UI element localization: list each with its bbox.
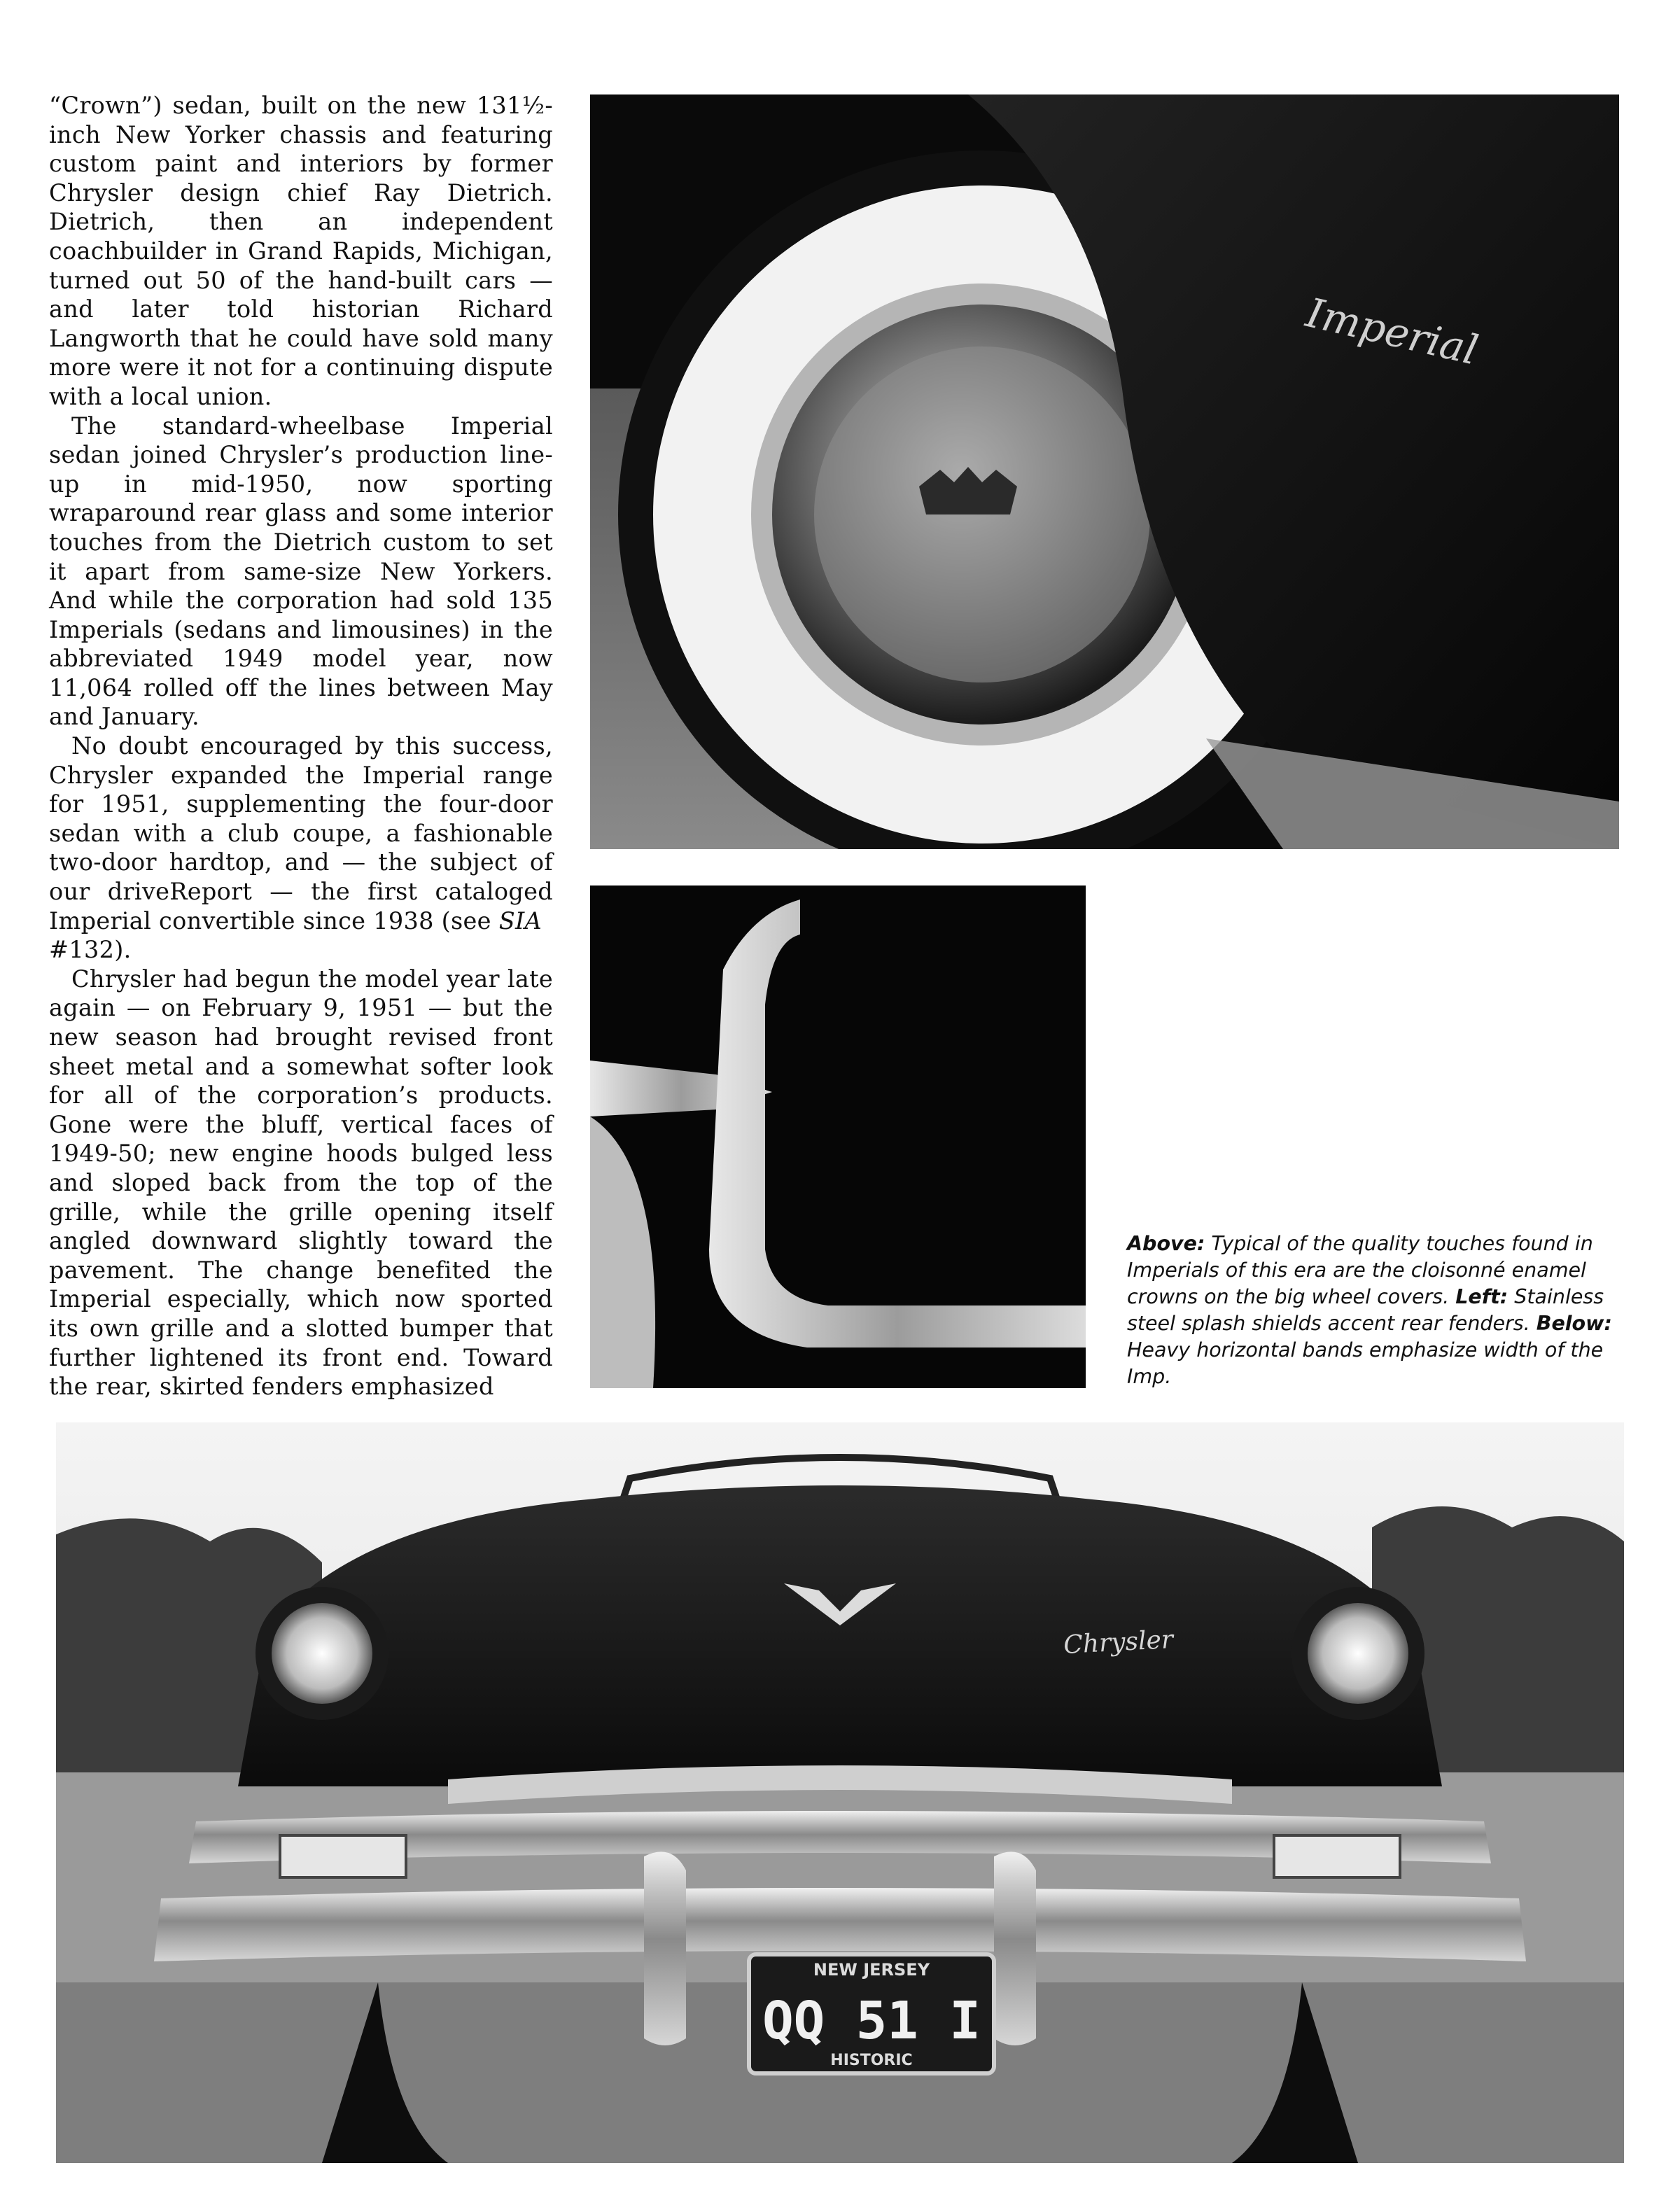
paragraph-1: “Crown”) sedan, built on the new 131½-inch New Yorker chassis and featuring custom paint and interiors by former Chrysler design chief Ray Dietrich. Dietrich, then an independent coachbuilder in Grand Rapids, Michigan, turned out 50 of the hand-built cars — and later told historian Richard Langworth that he could have sold many more were it not for a continuing dispute with a local union. bbox=[49, 92, 553, 410]
paragraph-2: The standard-wheelbase Imperial sedan joined Chrysler’s production line-up in mid-1950, now sporting wraparound rear glass and some interior touches from the Dietrich custom to set it apart from same-size New Yorkers. And while the corporation had sold 135 Imperials (sedans and limousines) in the abbreviated 1949 model year, now 11,064 rolled off the lines between May and January. bbox=[49, 412, 553, 731]
chrysler-script-badge: Chrysler bbox=[1063, 1625, 1175, 1660]
wheel-cover-illustration bbox=[590, 94, 1619, 849]
photo-caption bbox=[1127, 1231, 1631, 1390]
caption-left-text: Stainless steel splash shields accent rear fenders. bbox=[1127, 1285, 1604, 1335]
caption-below-text: Heavy horizontal bands emphasize width of the Imp. bbox=[1127, 1338, 1604, 1388]
plate-historic: HISTORIC bbox=[830, 2052, 913, 2069]
paragraph-3 bbox=[49, 732, 553, 965]
paragraph-3-text: No doubt encouraged by this success, Chrysler expanded the Imperial range for 1951, supplementing the four-door sedan with a club coupe, a fashionable two-door hardtop, and — the subject of our driveReport — the first cataloged Imperial convertible since 1938 (see bbox=[49, 732, 553, 934]
sia-reference: SIA bbox=[498, 906, 542, 934]
plate-state: NEW JERSEY bbox=[813, 1960, 930, 1980]
caption-left-label: Left: bbox=[1455, 1285, 1508, 1308]
imperial-script-badge: Imperial bbox=[1301, 288, 1483, 374]
paragraph-4: Chrysler had begun the model year late again — on February 9, 1951 — but the new season had brought revised front sheet metal and a somewhat softer look for all of the corporation’s products. Gone were the bluff, vertical faces of 1949-50; new engine hoods bulged less and sloped back from the top of the grille, while the grille opening itself angled downward slightly toward the pavement. The change benefited the Imperial especially, which now sported its own grille and a slotted bumper that further lightened its front end. Toward the rear, skirted fenders emphasized bbox=[49, 965, 553, 1401]
wheel-cover-photo bbox=[590, 94, 1619, 849]
splash-shield-photo bbox=[590, 886, 1086, 1388]
splash-shield-illustration bbox=[590, 886, 1086, 1388]
car-front-illustration bbox=[56, 1422, 1624, 2163]
article-text-column bbox=[49, 91, 553, 1401]
caption-above-label: Above: bbox=[1127, 1232, 1205, 1255]
plate-number: QQ 51 I bbox=[762, 1991, 981, 2051]
caption-above-text: Typical of the quality touches found in Imperials of this era are the cloisonné enamel crowns on the big wheel covers. bbox=[1127, 1232, 1593, 1308]
car-front-photo bbox=[56, 1422, 1624, 2163]
caption-below-label: Below: bbox=[1536, 1312, 1612, 1335]
sia-issue-number: #132). bbox=[49, 936, 132, 964]
